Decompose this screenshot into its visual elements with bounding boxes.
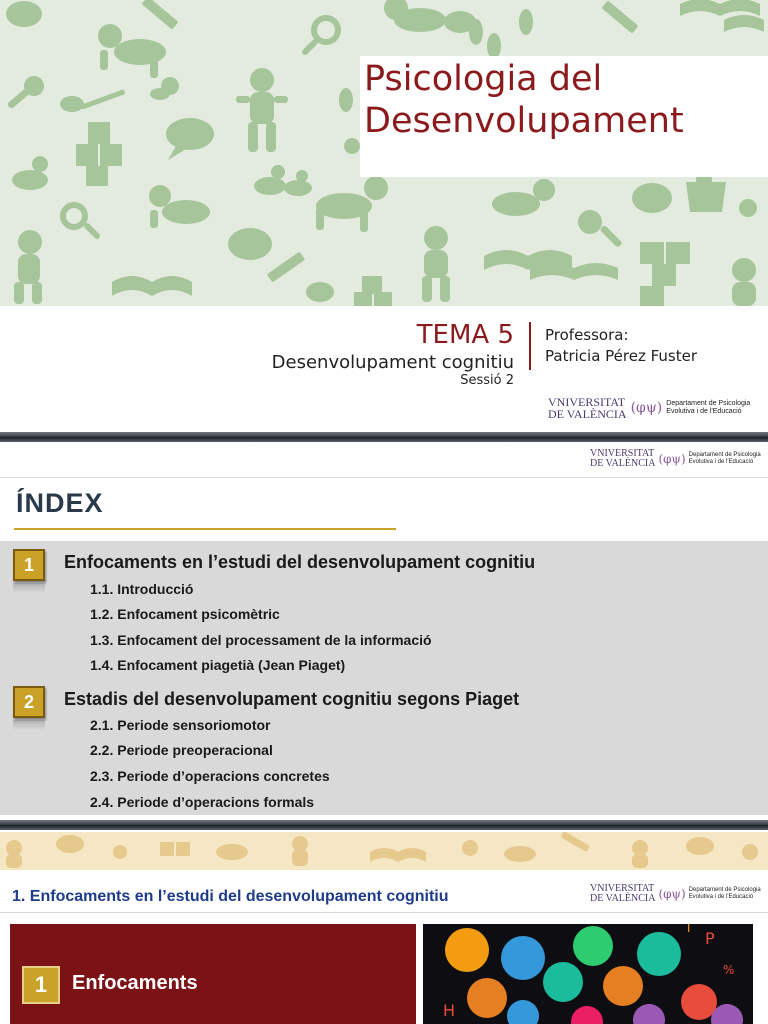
vertical-divider xyxy=(529,322,531,370)
section-number-badge: 1 xyxy=(22,966,60,1004)
topic-subtitle: Desenvolupament cognitiu xyxy=(271,352,514,373)
dna-icon xyxy=(507,1000,539,1024)
presentation-title: Psicologia del Desenvolupament xyxy=(364,59,684,141)
index-panel xyxy=(0,541,768,815)
section-number-badge: 2 xyxy=(13,686,45,718)
list-item: 1.4. Enfocament piagetià (Jean Piaget) xyxy=(90,657,346,673)
department-line1: Departament de Psicologia xyxy=(688,887,761,894)
music-icon xyxy=(543,962,583,1002)
section-heading: Enfocaments xyxy=(72,972,198,994)
svg-text:T: T xyxy=(685,924,693,935)
footprint-icon xyxy=(339,88,353,112)
list-item: 2.4. Periode d’operacions formals xyxy=(90,794,315,810)
rattle-icon xyxy=(7,76,44,109)
index-slide xyxy=(0,444,768,820)
bib-icon xyxy=(686,172,726,212)
professor-label: Professora: xyxy=(545,326,629,344)
university-name-line2: DE VALÈNCIA xyxy=(590,458,656,469)
education-icons-illustration xyxy=(423,924,753,1024)
topic-number: TEMA 5 xyxy=(416,320,514,350)
section-number-badge: 1 xyxy=(13,549,45,581)
list-item: 1.2. Enfocament psicomètric xyxy=(90,606,280,622)
list-item: 2.1. Periode sensoriomotor xyxy=(90,717,271,733)
list-item: 1.3. Enfocament del processament de la informació xyxy=(90,632,432,648)
magnifier-icon xyxy=(63,205,101,240)
header-rule xyxy=(0,477,768,478)
telescope-icon xyxy=(681,984,717,1020)
university-name-line2: DE VALÈNCIA xyxy=(590,893,656,904)
university-logo xyxy=(590,884,761,904)
spoon-icon xyxy=(60,89,125,112)
svg-text:P: P xyxy=(705,929,715,948)
crawling-baby-icon xyxy=(384,0,446,32)
department-line2: Evolutiva i de l'Educació xyxy=(688,459,754,465)
section-box xyxy=(10,924,416,1024)
decorative-strip xyxy=(0,832,768,870)
palette-icon xyxy=(445,928,489,972)
svg-text:H: H xyxy=(443,1001,456,1020)
university-logo xyxy=(548,396,750,420)
crawling-baby-icon xyxy=(149,185,210,228)
header-rule xyxy=(0,912,768,913)
slide-title: 1. Enfocaments en l’estudi del desenvolupament cognitiu xyxy=(12,888,449,905)
university-emblem-icon: (φψ) xyxy=(630,400,663,416)
list-item: 2.3. Periode d’operacions concretes xyxy=(90,768,330,784)
university-name-line2: DE VALÈNCIA xyxy=(548,407,627,421)
blocks-icon xyxy=(354,276,392,306)
university-name-line1: VNIVERSITAT xyxy=(548,395,626,409)
flask-icon xyxy=(573,926,613,966)
magnifier-icon xyxy=(301,18,338,56)
department-line1: Departament de Psicologia xyxy=(666,399,751,407)
title-slide xyxy=(0,0,768,432)
department-line1: Departament de Psicologia xyxy=(688,452,761,459)
university-emblem-icon: (φψ) xyxy=(658,887,686,901)
slide-separator xyxy=(0,432,768,442)
baby-icon xyxy=(422,226,450,302)
film-icon xyxy=(501,936,545,980)
baby-icon xyxy=(236,68,288,152)
heading-underline xyxy=(14,528,396,530)
baby-icon xyxy=(14,230,42,304)
department-line2: Evolutiva i de l'Educació xyxy=(666,408,742,415)
svg-text:%: % xyxy=(723,963,735,977)
badge-reflection xyxy=(13,720,45,730)
crawling-baby-icon xyxy=(98,24,166,78)
blocks-icon xyxy=(76,122,122,186)
baby-icon xyxy=(732,258,756,306)
pencil-icon xyxy=(633,1004,665,1024)
footprint-icon xyxy=(469,9,533,59)
content-slide xyxy=(0,832,768,1024)
list-item: 1.1. Introducció xyxy=(90,581,194,597)
department-line2: Evolutiva i de l'Educació xyxy=(688,894,754,900)
university-name-line1: VNIVERSITAT xyxy=(590,883,655,894)
university-name-line1: VNIVERSITAT xyxy=(590,448,655,459)
section-title: Enfocaments en l’estudi del desenvolupament cognitiu xyxy=(64,552,536,572)
crawling-baby-icon xyxy=(316,176,388,232)
list-item: 2.2. Periode preoperacional xyxy=(90,742,273,758)
book-icon xyxy=(467,978,507,1018)
university-emblem-icon: (φψ) xyxy=(658,452,686,466)
decorative-strip-illustration xyxy=(0,832,768,870)
badge-reflection xyxy=(13,583,45,593)
crawling-baby-icon xyxy=(492,179,555,216)
section-title: Estadis del desenvolupament cognitiu segons Piaget xyxy=(64,689,520,709)
blocks-icon xyxy=(640,242,690,306)
rattle-icon xyxy=(578,210,623,248)
atom-icon xyxy=(571,1006,603,1024)
slide-separator xyxy=(0,820,768,830)
session-label: Sessió 2 xyxy=(460,373,514,388)
chart-icon xyxy=(637,932,681,976)
professor-name: Patricia Pérez Fuster xyxy=(545,347,698,365)
education-icons-image xyxy=(423,924,753,1024)
pen-icon xyxy=(603,966,643,1006)
university-logo xyxy=(590,449,761,469)
index-heading: ÍNDEX xyxy=(16,488,104,518)
